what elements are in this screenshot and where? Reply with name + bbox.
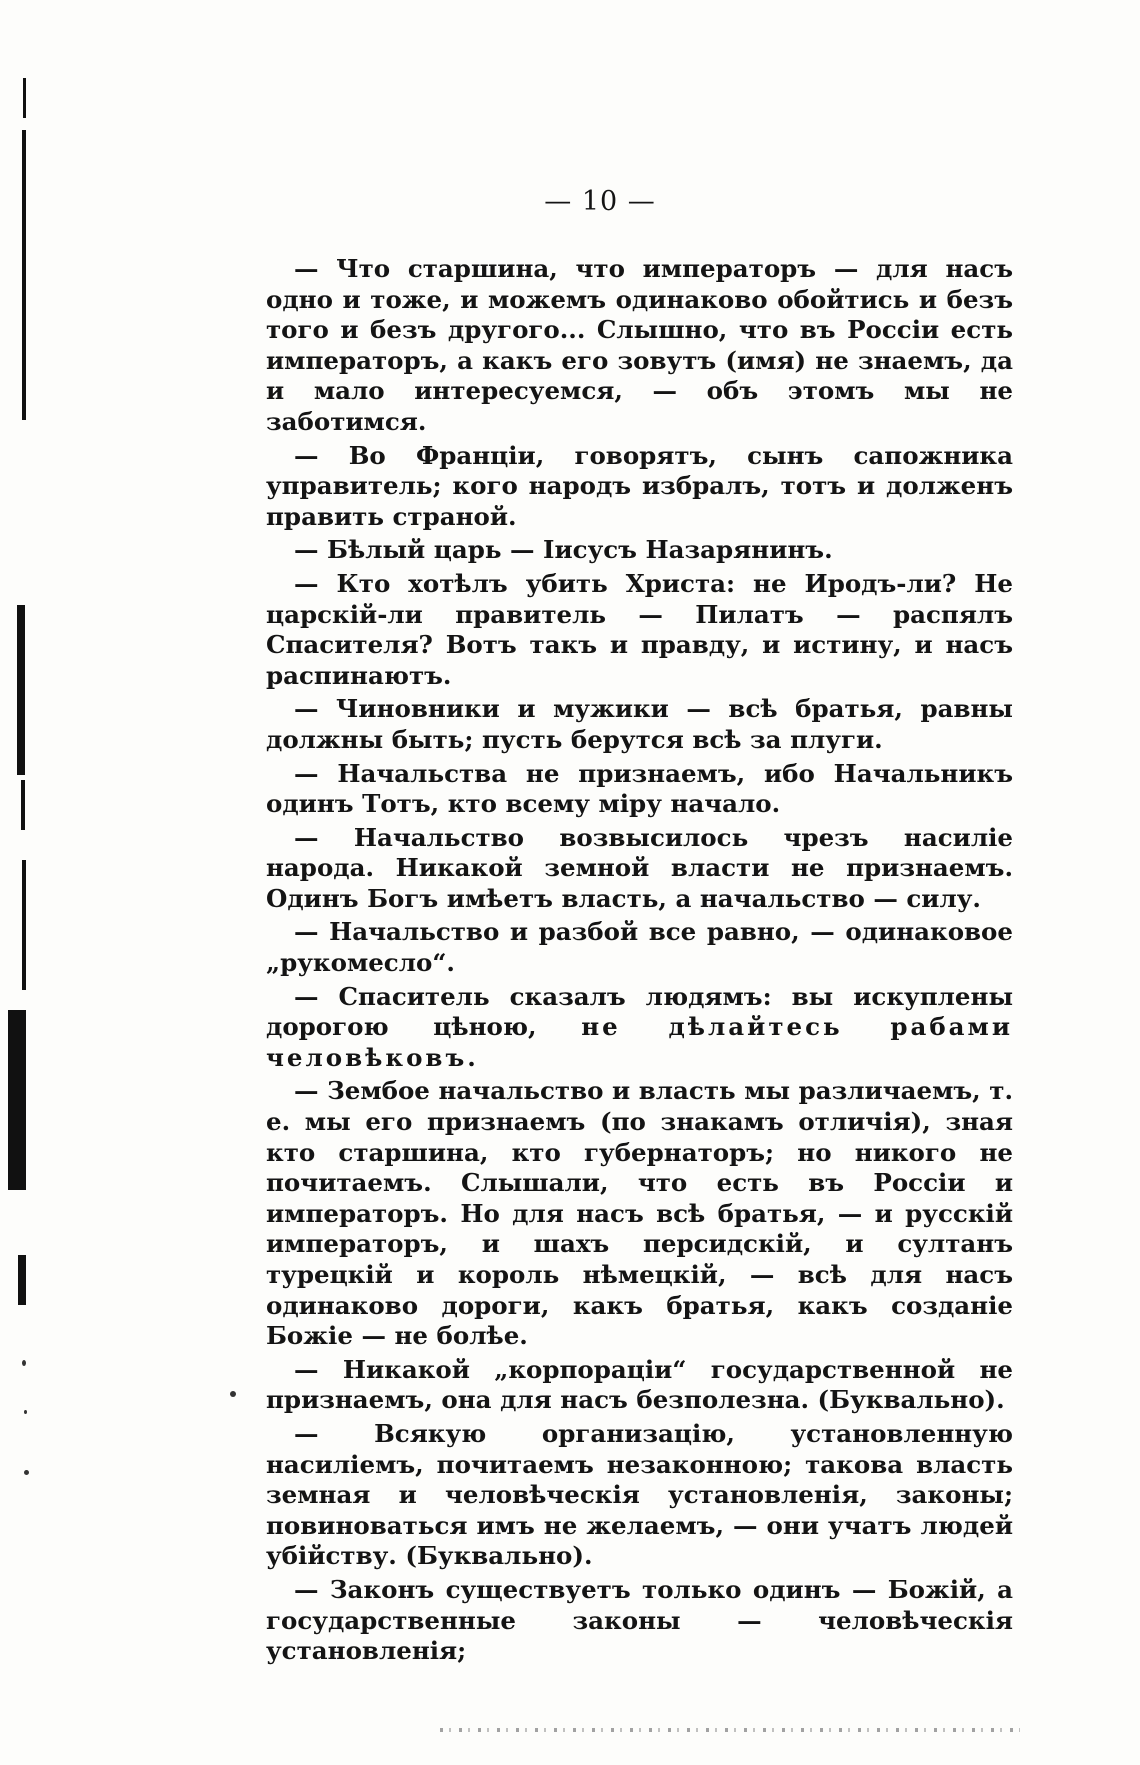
paragraph: — Бѣлый царь — Іисусъ Назарянинъ. <box>294 535 833 565</box>
paragraph: — Начальство и разбой все равно, — одинаковое „рукомесло“. <box>266 917 1013 978</box>
scan-artifact <box>23 78 26 118</box>
scan-artifact <box>440 1728 1020 1732</box>
scan-artifact <box>22 130 26 420</box>
scan-artifact <box>22 1360 26 1366</box>
paragraph: — Законъ существуетъ только одинъ — Божій, а государственные законы — человѣческія установленія; <box>266 1574 1013 1666</box>
paragraph: — Чиновники и мужики — всѣ братья, равны должны быть; пусть берутся всѣ за плуги. <box>266 694 1013 754</box>
scan-artifact <box>24 1470 29 1475</box>
page-number: — 10 — <box>544 186 656 217</box>
paragraph: — Всякую организацію, установленную насиліемъ, почитаемъ незаконною; такова власть земная и человѣческія установленія, законы; повиноваться имъ не желаемъ, — они учатъ людей убійству. (Буквально). <box>266 1418 1013 1571</box>
body-text <box>266 254 1013 1670</box>
scan-artifact <box>17 605 25 775</box>
scan-artifact <box>21 780 25 830</box>
paragraph: — Кто хотѣлъ убить Христа: не Иродъ-ли? Не царскій-ли правитель — Пилатъ — распялъ Спасителя? Вотъ такъ и правду, и истину, и насъ распинаютъ. <box>266 568 1013 690</box>
paragraph: — Во Франціи, говорятъ, сынъ сапожника управитель; кого народъ избралъ, тотъ и долженъ править страной. <box>266 440 1013 531</box>
scan-artifact <box>18 1255 26 1305</box>
paragraph: — Что старшина, что императоръ — для насъ одно и тоже, и можемъ одинаково обойтись и безъ того и безъ другого... Слышно, что въ Россіи есть императоръ, а какъ его зовутъ (имя) не знаемъ, да и мало интересуемся, — объ этомъ мы не заботимся. <box>266 254 1013 436</box>
scan-artifact <box>230 1391 236 1397</box>
paragraph: — Никакой „корпораціи“ государственной не признаемъ, она для насъ безполезна. (Буквально). <box>266 1354 1013 1415</box>
scan-artifact <box>24 1410 27 1414</box>
paragraph: — Начальства не признаемъ, ибо Начальникъ одинъ Тотъ, кто всему міру начало. <box>266 758 1013 819</box>
paragraph: — Начальство возвысилось чрезъ насиліе народа. Никакой земной власти не признаемъ. Одинъ Богъ имѣетъ власть, а начальство — силу. <box>266 822 1013 913</box>
paragraph <box>266 982 1013 1074</box>
paragraph: — Зембое начальство и власть мы различаемъ, т. е. мы его признаемъ (по знакамъ отличія), зная кто старшина, кто губернаторъ; но никого не почитаемъ. Слышали, что есть въ Россіи и императоръ. Но для насъ всѣ братья, — и русскій императоръ, и шахъ персидскій, и султанъ турецкій и король нѣмецкій, — всѣ для насъ одинаково дороги, какъ братья, какъ созданіе Божіе — не болѣе. <box>266 1076 1013 1351</box>
scan-artifact <box>8 1010 26 1190</box>
paragraph-spaced-emphasis: не дѣлайтесь рабами человѣковъ. <box>266 1012 1014 1072</box>
paragraph-lead: — Спаситель сказалъ людямъ: вы искуплены дорогою цѣною, <box>266 981 1013 1042</box>
scan-artifact <box>22 860 26 990</box>
